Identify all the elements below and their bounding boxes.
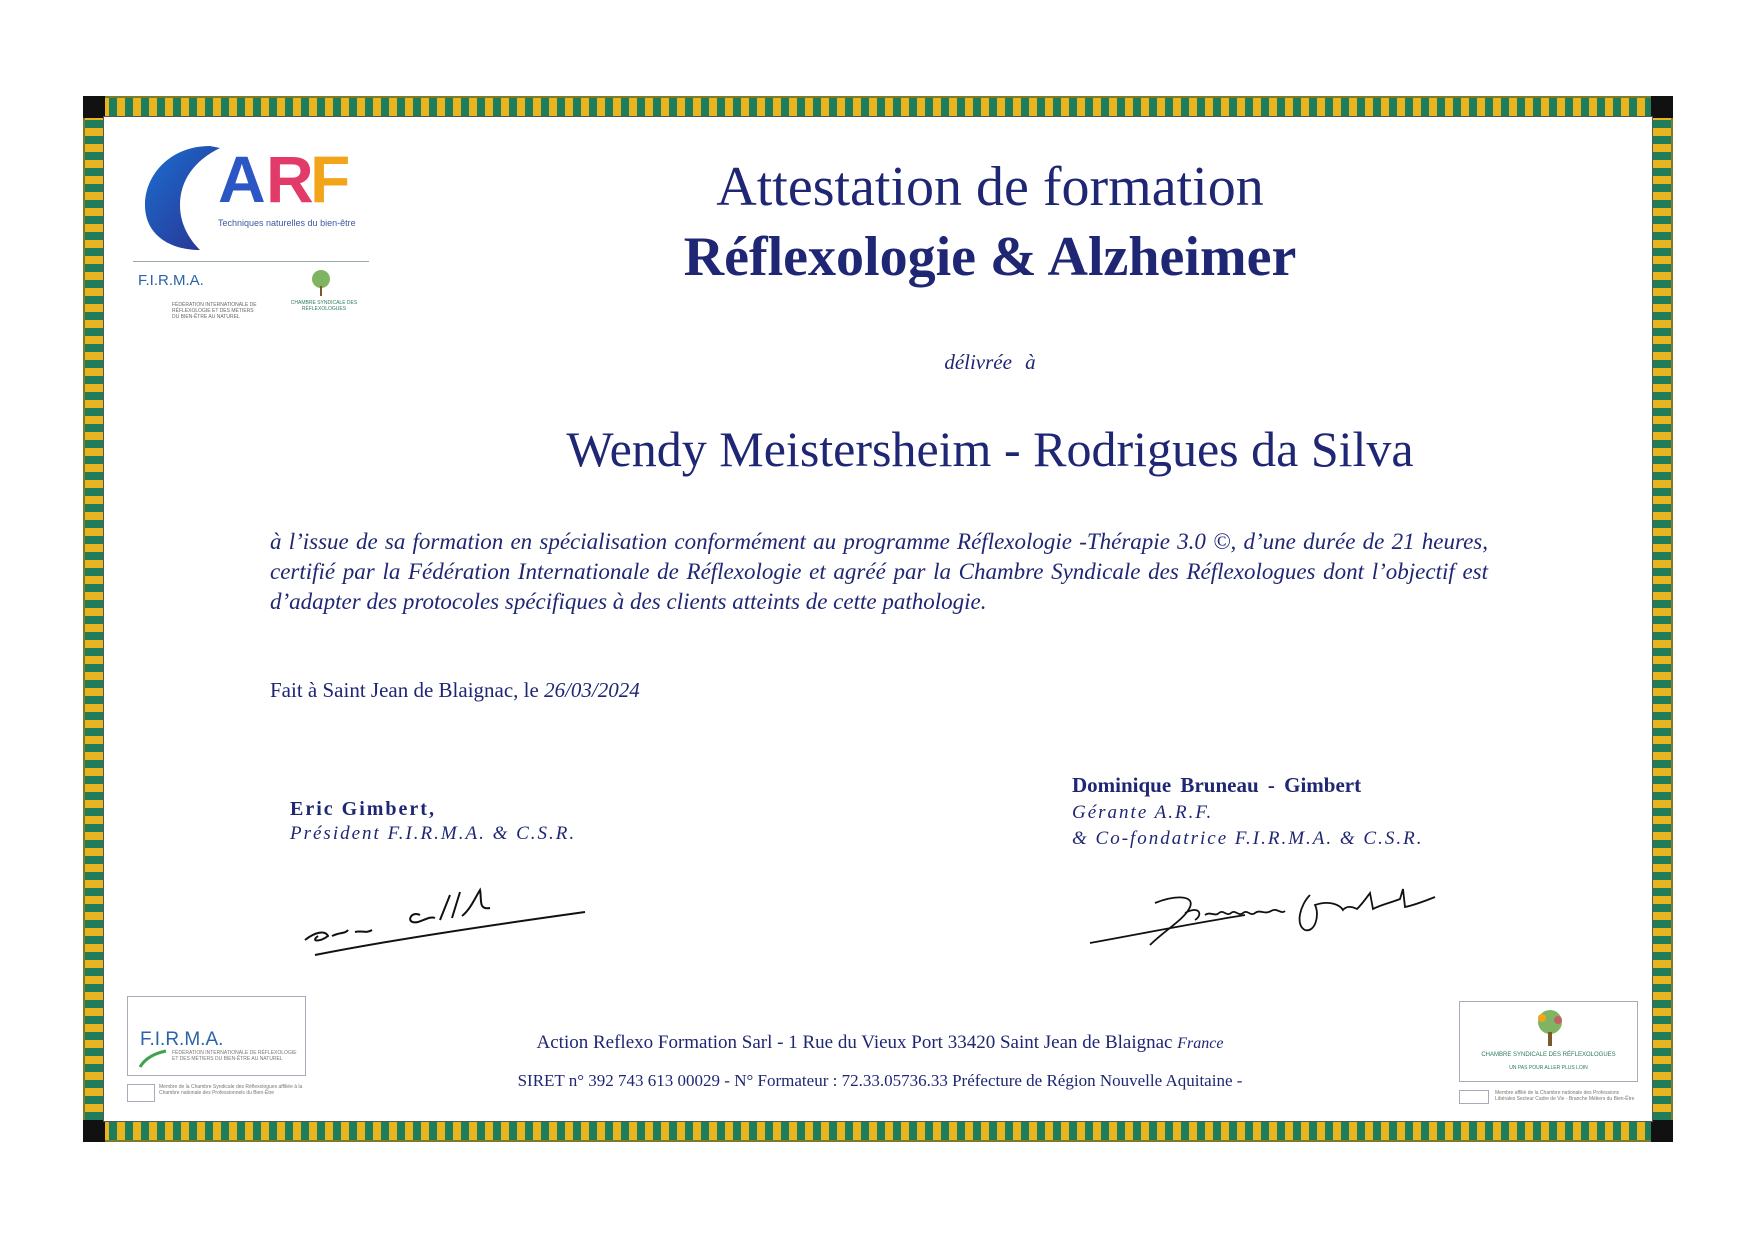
footer-address	[420, 1032, 1340, 1054]
csr-logo-small: CHAMBRE SYNDICALE DES RÉFLEXOLOGUES	[290, 300, 358, 312]
left-signatory-name: Eric Gimbert,	[290, 798, 436, 820]
arf-logo	[140, 140, 380, 260]
svg-text:F: F	[310, 142, 351, 216]
right-signatory-role-1: Gérante A.R.F.	[1072, 802, 1214, 823]
firma-logo	[127, 996, 306, 1076]
issue-date: 26/03/2024	[544, 678, 640, 702]
place-and-date	[270, 678, 640, 703]
recipient-name: Wendy Meistersheim - Rodrigues da Silva	[566, 421, 1414, 477]
firma-member-note: Membre de la Chambre Syndicale des Réflexologues affiliée à la Chambre nationale des Professionnels du Bien-Être	[159, 1084, 303, 1096]
tree-icon	[306, 268, 336, 298]
firma-tagline-small: FÉDÉRATION INTERNATIONALE DE RÉFLEXOLOGIE ET DES MÉTIERS DU BIEN-ÊTRE AU NATUREL	[172, 302, 257, 320]
firma-swoosh-icon	[138, 1049, 168, 1069]
csr-logo-tagline: UN PAS POUR ALLER PLUS LOIN	[1509, 1065, 1588, 1071]
certificate-subtitle: Réflexologie & Alzheimer	[683, 226, 1297, 288]
left-signatory-role: Président F.I.R.M.A. & C.S.R.	[290, 823, 577, 844]
csr-logo-title: CHAMBRE SYNDICALE DES RÉFLEXOLOGUES	[1481, 1052, 1616, 1058]
delivered-to-label: délivrée à	[944, 350, 1036, 374]
svg-text:A: A	[218, 142, 266, 216]
certificate-body-text: à l’issue de sa formation en spécialisation conformément au programme Réflexologie -Thérapie 3.0 ©, d’une durée de 21 heures, certifié par la Fédération Internationale de Réflexologie et agréé par la Chambre Syndicale des Réflexologues dont l’objectif est d’adapter des protocoles spécifiques à des clients atteints de cette pathologie.	[270, 529, 1488, 614]
svg-text:R: R	[266, 142, 314, 216]
logo-divider	[133, 261, 369, 262]
right-signatory-name: Dominique Bruneau - Gimbert	[1072, 773, 1362, 797]
firma-logo-title: F.I.R.M.A.	[140, 1029, 224, 1050]
right-signature	[1085, 885, 1445, 955]
tree-icon-large	[1532, 1008, 1568, 1048]
left-signature	[300, 870, 590, 960]
csr-logo	[1459, 1001, 1638, 1082]
footer-country: France	[1177, 1035, 1224, 1052]
certificate-title: Attestation de formation	[716, 156, 1264, 218]
csr-member-note: Membre affilié de la Chambre nationale des Professions Libérales Secteur Cadre de Vie - Branche Métiers du Bien-Être	[1495, 1090, 1635, 1102]
firma-logo-tagline: FÉDÉRATION INTERNATIONALE DE RÉFLEXOLOGIE ET DES MÉTIERS DU BIEN-ÊTRE AU NATUREL	[172, 1050, 297, 1062]
footer-address-text: Action Reflexo Formation Sarl - 1 Rue du Vieux Port 33420 Saint Jean de Blaignac	[536, 1032, 1178, 1053]
arf-tagline: Techniques naturelles du bien-être	[218, 218, 356, 228]
place-label: Fait à Saint Jean de Blaignac, le	[270, 678, 545, 702]
right-signatory-role-2: & Co-fondatrice F.I.R.M.A. & C.S.R.	[1072, 828, 1424, 849]
footer-siret: SIRET n° 392 743 613 00029 - N° Formateur : 72.33.05736.33 Préfecture de Région Nouvelle Aquitaine -	[517, 1071, 1243, 1090]
firma-logo-small: F.I.R.M.A.	[138, 272, 204, 289]
